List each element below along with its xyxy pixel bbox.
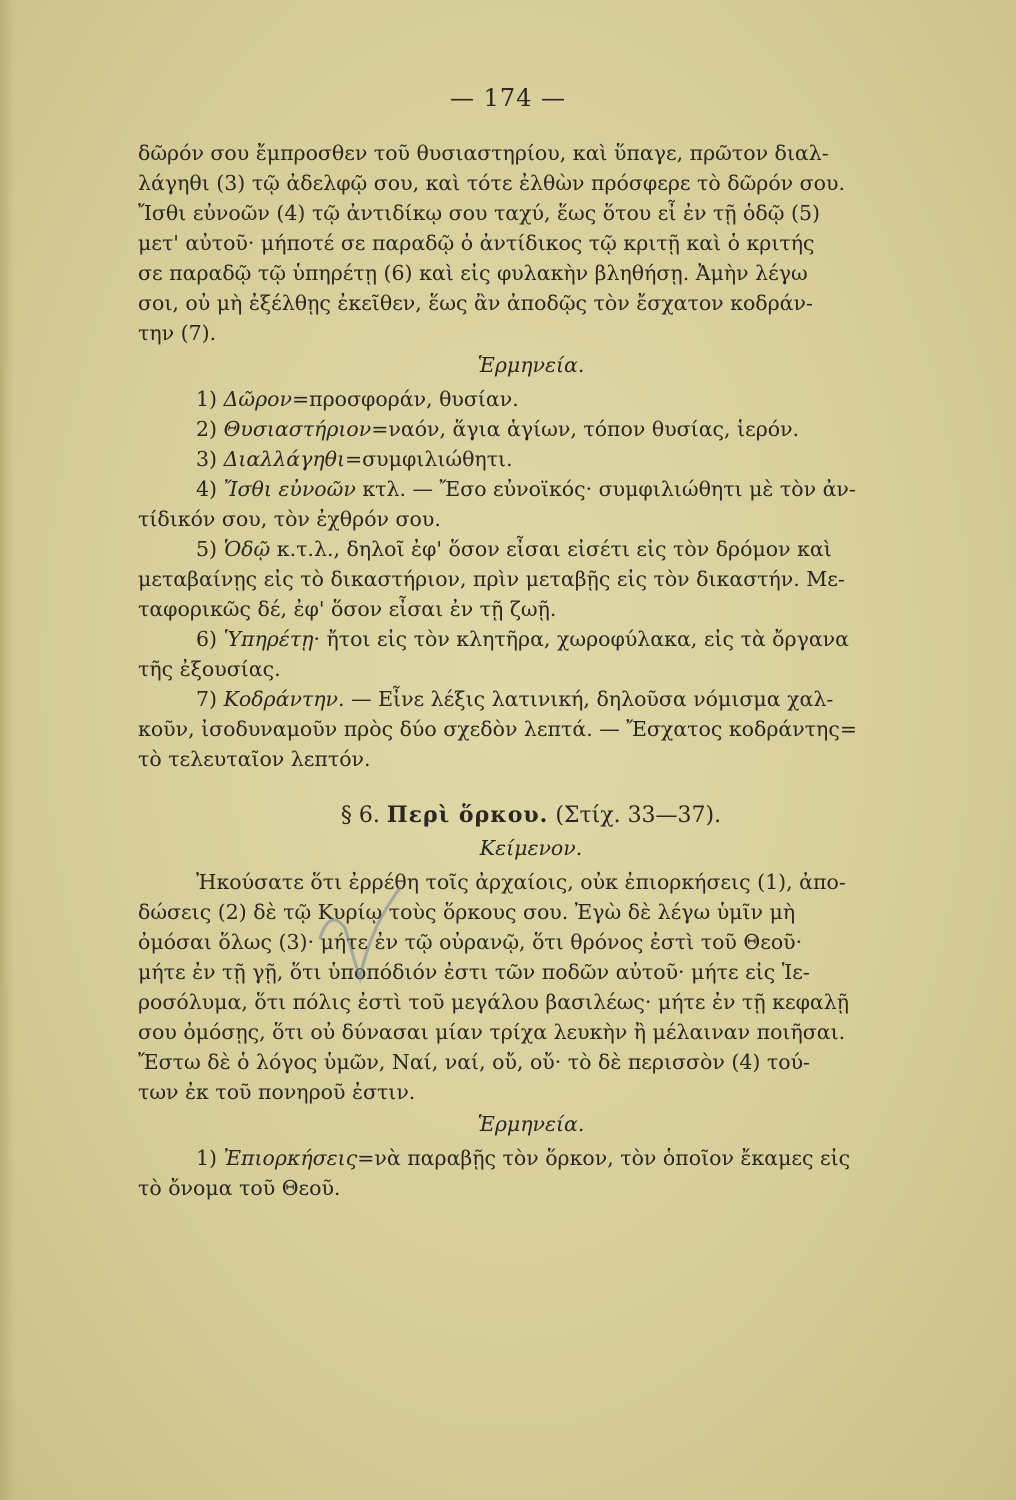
note-term: Θυσιαστήριον [223, 417, 372, 441]
note-text: =συμφιλιώθητι. [345, 447, 513, 471]
note-item [138, 474, 924, 534]
note-number: 3) [196, 447, 224, 471]
intro-line: λάγηθι (3) τῷ ἀδελφῷ σου, καὶ τότε ἐλθὼν πρόσφερε τὸ δῶρόν σου. [138, 171, 845, 195]
main-line: δώσεις (2) δὲ τῷ Κυρίῳ τοὺς ὅρκους σου. Ἐγὼ δὲ λέγω ὑμῖν μὴ [138, 900, 796, 924]
note-item [138, 414, 924, 444]
main-line: ὀμόσαι ὅλως (3)· μήτε ἐν τῷ οὐρανῷ, ὅτι θρόνος ἐστὶ τοῦ Θεοῦ· [138, 930, 803, 954]
note-item [138, 684, 924, 774]
note-term: Ὑπηρέτῃ [223, 627, 314, 651]
note-continuation: τίδικόν σου, τὸν ἐχθρόν σου. [138, 507, 441, 531]
note-item [138, 1143, 924, 1203]
page-edge-shadow [0, 0, 14, 1500]
note-text: . — Εἶνε λέξις λατινική, δηλοῦσα νόμισμα χαλ- [338, 687, 834, 711]
intro-line: σοι, οὐ μὴ ἐξέλθῃς ἐκεῖθεν, ἕως ἂν ἀποδῷς τὸν ἔσχατον κοδράν- [138, 291, 813, 315]
note-text: =προσφοράν, θυσίαν. [291, 387, 519, 411]
note-number: 1) [196, 1146, 224, 1170]
note-number: 1) [196, 387, 224, 411]
page-number: — 174 — [449, 84, 567, 112]
note-term: Ἐπιορκήσεις [223, 1146, 358, 1170]
page-content [138, 138, 924, 1203]
text-heading: Κείμενον. [479, 836, 583, 860]
interpretation-notes [138, 384, 924, 774]
intro-text [138, 138, 924, 348]
intro-line: δῶρόν σου ἔμπροσθεν τοῦ θυσιαστηρίου, καὶ ὕπαγε, πρῶτον διαλ- [138, 141, 829, 165]
interpretation-notes-2 [138, 1143, 924, 1203]
section-title: Περὶ ὅρκου. [386, 802, 549, 828]
main-line: Ἠκούσατε ὅτι ἐρρέθη τοῖς ἀρχαίοις, οὐκ ἐπιορκήσεις (1), ἀπο- [196, 870, 846, 894]
note-text: κτλ. — Ἔσο εὐνοϊκός· συμφιλιώθητι μὲ τὸν ἀν- [355, 477, 856, 501]
note-number: 7) [196, 687, 224, 711]
interpretation-heading-2: Ἑρμηνεία. [477, 1112, 585, 1136]
note-number: 4) [196, 477, 224, 501]
intro-line: την (7). [138, 321, 217, 345]
main-text [138, 867, 924, 1107]
note-term: Ἴσθι εὐνοῶν [223, 477, 356, 501]
note-continuation: τὸ ὄνομα τοῦ Θεοῦ. [138, 1176, 341, 1200]
note-number: 5) [196, 537, 224, 561]
pencil-mark-icon [300, 868, 420, 1008]
note-text: =ναόν, ἅγια ἁγίων, τόπον θυσίας, ἱερόν. [371, 417, 800, 441]
note-item [138, 534, 924, 624]
note-item [138, 444, 924, 474]
note-continuation: μεταβαίνῃς εἰς τὸ δικαστήριον, πρὶν μεταβῇς εἰς τὸν δικαστήν. Με- [138, 567, 845, 591]
note-term: Ὁδῷ [223, 537, 271, 561]
section-verses: (Στίχ. 33—37). [555, 803, 722, 828]
main-line: σου ὀμόσῃς, ὅτι οὐ δύνασαι μίαν τρίχα λευκὴν ἢ μέλαιναν ποιῆσαι. [138, 1020, 846, 1044]
note-term: Δῶρον [223, 387, 292, 411]
note-number: 6) [196, 627, 224, 651]
intro-line: μετ' αὐτοῦ· μήποτέ σε παραδῷ ὁ ἀντίδικος τῷ κριτῇ καὶ ὁ κριτής [138, 231, 815, 255]
note-item [138, 624, 924, 684]
section-symbol: § 6. [340, 803, 380, 828]
main-line: ροσόλυμα, ὅτι πόλις ἐστὶ τοῦ μεγάλου βασιλέως· μήτε ἐν τῇ κεφαλῇ [138, 990, 850, 1014]
note-item [138, 384, 924, 414]
main-line: Ἔστω δὲ ὁ λόγος ὑμῶν, Ναί, ναί, οὔ, οὔ· τὸ δὲ περισσὸν (4) τού- [138, 1050, 810, 1074]
main-line: των ἐκ τοῦ πονηροῦ ἐστιν. [138, 1080, 416, 1104]
note-term: Διαλλάγηθι [223, 447, 345, 471]
intro-line: σε παραδῷ τῷ ὑπηρέτῃ (6) καὶ εἰς φυλακὴν βληθήσῃ. Ἀμὴν λέγω [138, 261, 808, 285]
note-continuation: ταφορικῶς δέ, ἐφ' ὅσον εἶσαι ἐν τῇ ζωῇ. [138, 597, 557, 621]
note-continuation: τῆς ἐξουσίας. [138, 657, 281, 681]
note-term: Κοδράντην [223, 687, 339, 711]
note-continuation: κοῦν, ἰσοδυναμοῦν πρὸς δύο σχεδὸν λεπτά. — Ἔσχατος κοδράντης= [138, 717, 857, 741]
note-text: κ.τ.λ., δηλοῖ ἐφ' ὅσον εἶσαι εἰσέτι εἰς τὸν δρόμον καὶ [270, 537, 832, 561]
note-text: =νὰ παραβῇς τὸν ὅρκον, τὸν ὁποῖον ἔκαμες εἰς [357, 1146, 851, 1170]
main-line: μήτε ἐν τῇ γῇ, ὅτι ὑποπόδιόν ἐστι τῶν ποδῶν αὐτοῦ· μήτε εἰς Ἱε- [138, 960, 810, 984]
note-continuation: τὸ τελευταῖον λεπτόν. [138, 747, 371, 771]
section-heading [138, 800, 924, 831]
note-number: 2) [196, 417, 224, 441]
interpretation-heading: Ἑρμηνεία. [477, 353, 585, 377]
intro-line: Ἴσθι εὐνοῶν (4) τῷ ἀντιδίκῳ σου ταχύ, ἕως ὅτου εἶ ἐν τῇ ὁδῷ (5) [138, 201, 821, 225]
note-text: · ἤτοι εἰς τὸν κλητῆρα, χωροφύλακα, εἰς τὰ ὄργανα [313, 627, 849, 651]
